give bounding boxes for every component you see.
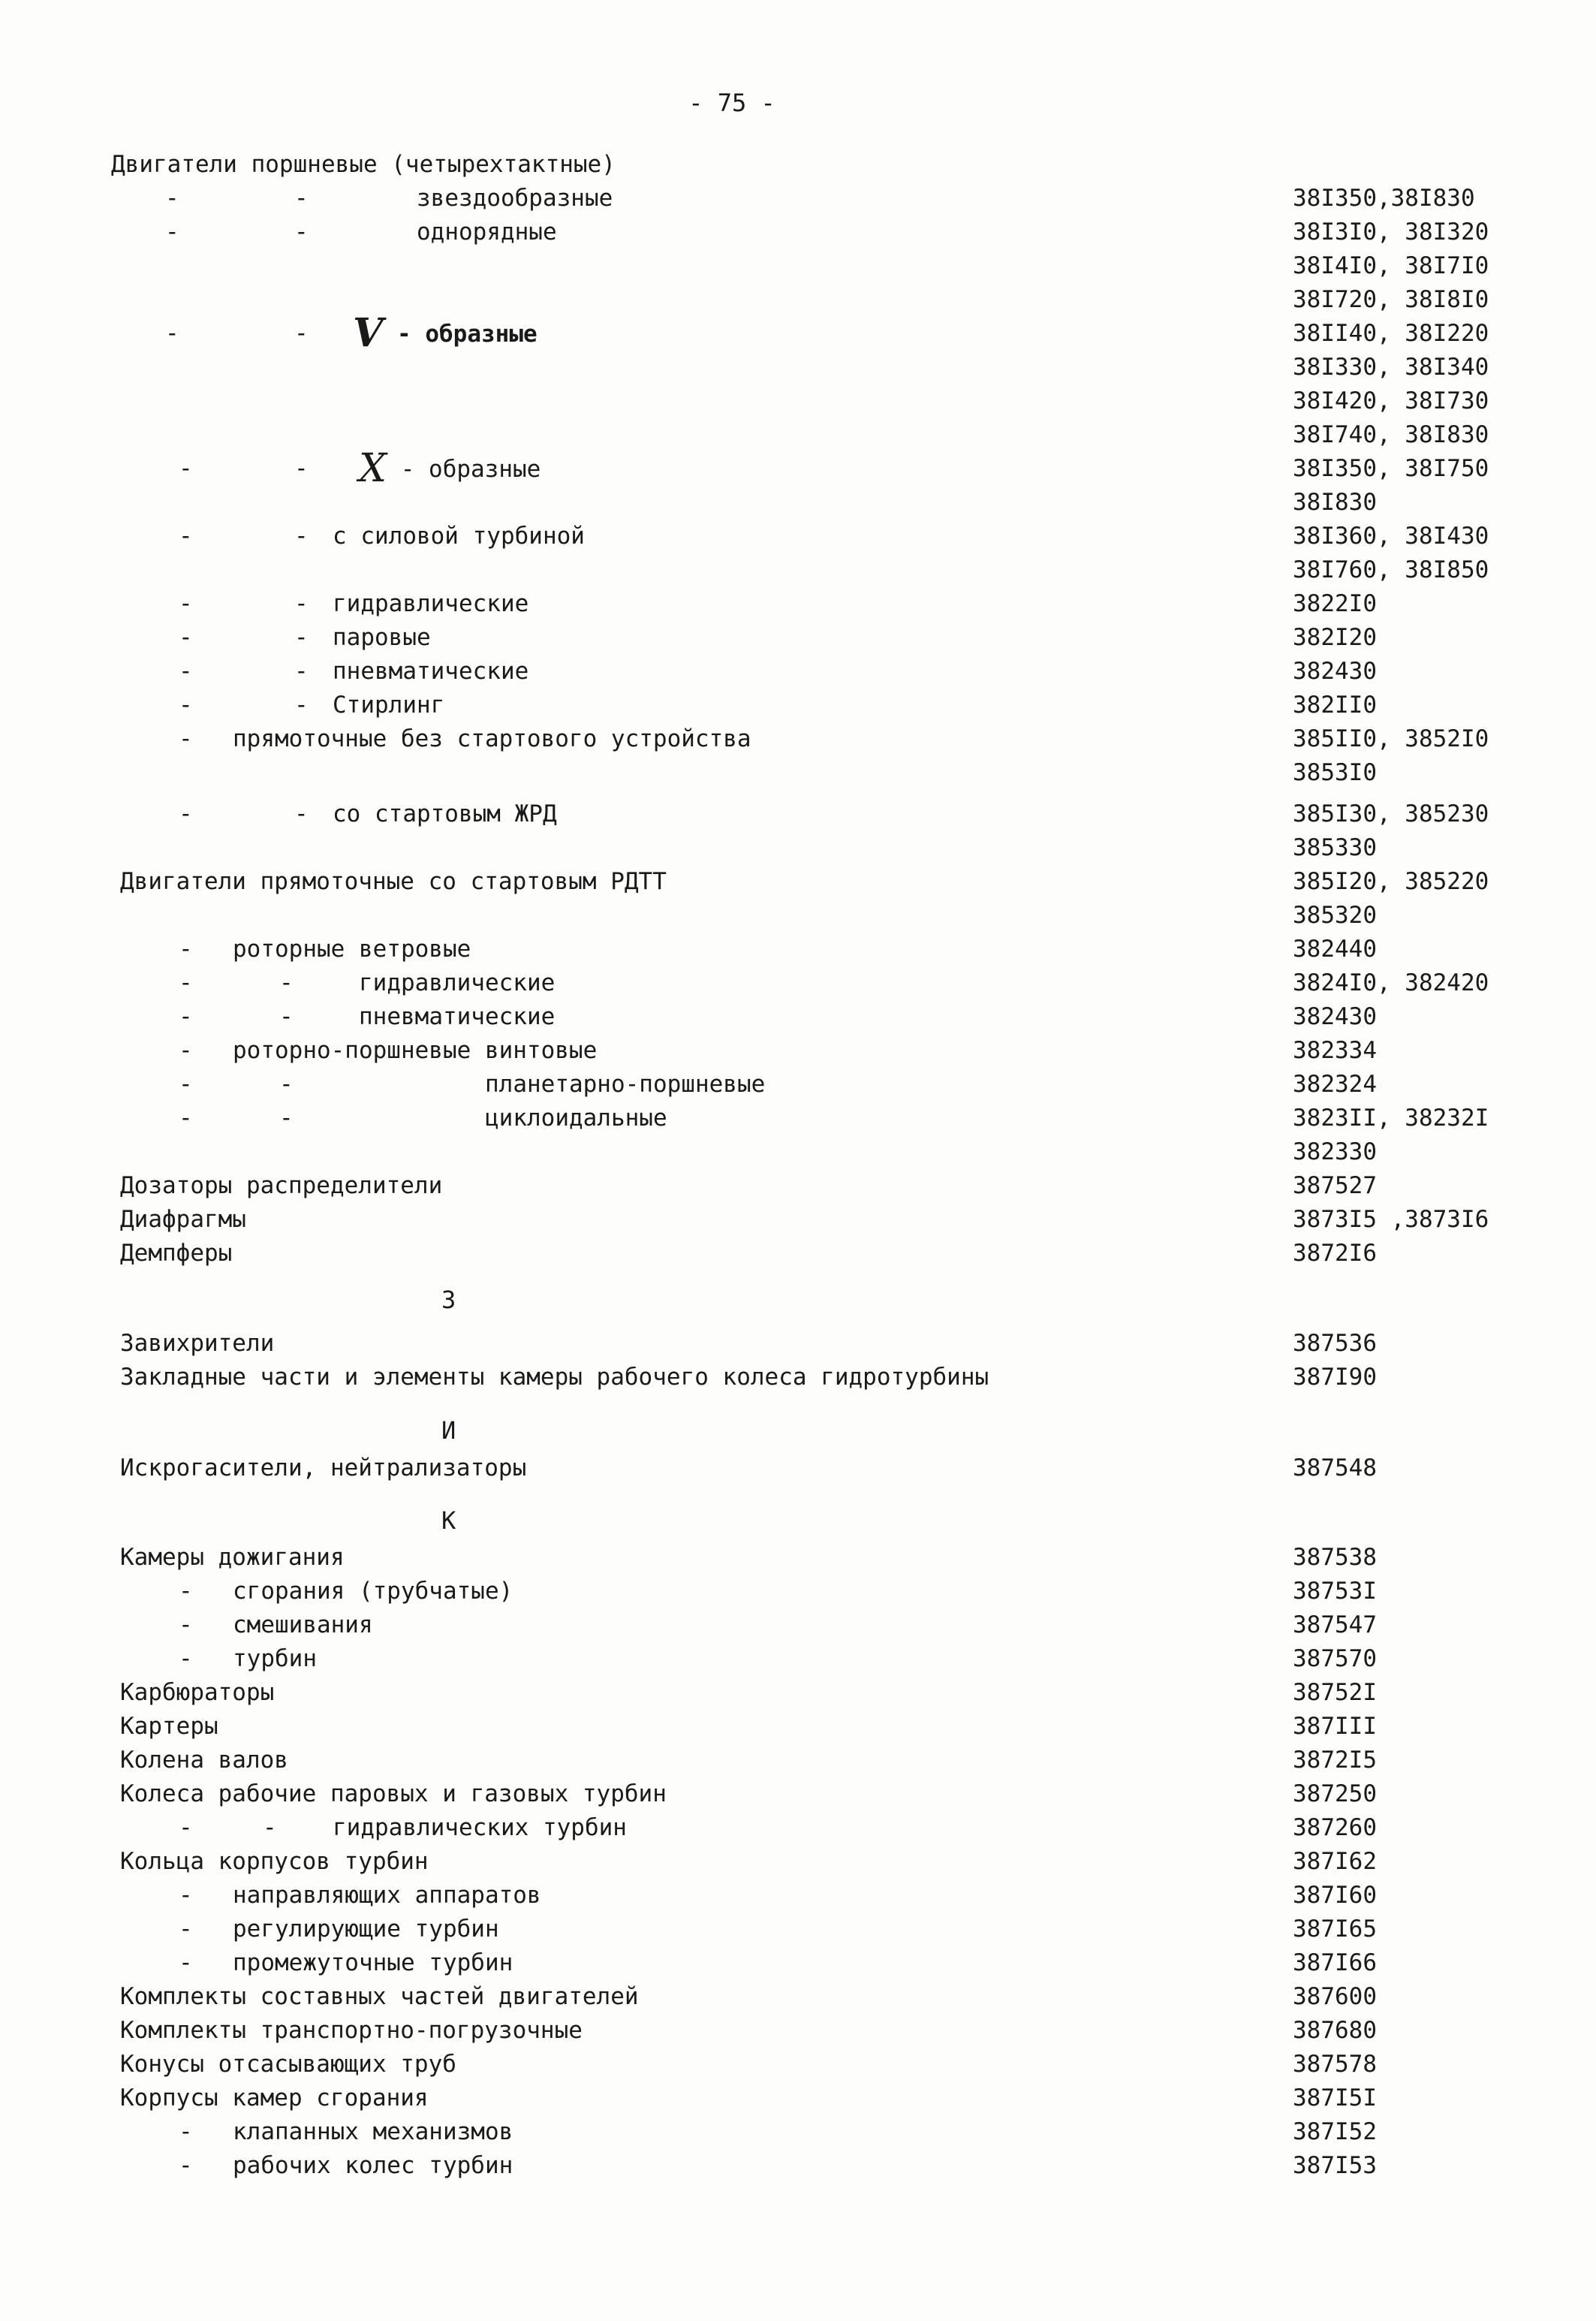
entry-text: однорядные [417, 219, 557, 246]
list-item [0, 1810, 1377, 1845]
list-item [0, 1574, 1377, 1608]
section-letter: З [441, 1286, 456, 1314]
entry-code: 387I52 [1293, 2118, 1377, 2145]
entry-code: 382430 [1293, 658, 1377, 685]
entry-code: 387578 [1293, 2051, 1377, 2078]
dash: - [179, 725, 193, 752]
list-item [0, 1236, 1377, 1271]
dash: - [294, 185, 309, 212]
entry-code: 38II40, 38I220 [1293, 320, 1489, 347]
entry-code: 387600 [1293, 1983, 1377, 2010]
entry-text: направляющих аппаратов [233, 1882, 541, 1909]
list-item [0, 1912, 1377, 1946]
list-item [0, 446, 1489, 491]
dash: - [294, 658, 309, 685]
entry-code: 38I830 [1293, 489, 1377, 516]
entry-text: Демпферы [120, 1240, 233, 1267]
entry-text: паровые [333, 624, 431, 651]
entry-text: роторные ветровые [233, 936, 471, 963]
entry-text: Закладные части и элементы камеры рабочего колеса гидротурбины [120, 1364, 989, 1391]
entry-text: Комплекты транспортно-погрузочные [120, 2017, 583, 2044]
entry-code: 387548 [1293, 1454, 1377, 1482]
entry-text: Корпусы камер сгорания [120, 2084, 429, 2112]
dash: - [179, 692, 193, 719]
entry-code: 385I20, 385220 [1293, 868, 1489, 895]
dash: - [179, 1949, 193, 1976]
entry-text: промежуточные турбин [233, 1949, 513, 1976]
entry-code: 382II0 [1293, 692, 1377, 719]
dash: - [294, 320, 309, 347]
list-item [0, 999, 1377, 1034]
list-item [0, 1946, 1377, 1980]
entry-code: 38I3I0, 38I320 [1293, 219, 1489, 246]
letter-x: X [359, 446, 387, 491]
entry-code: 3822I0 [1293, 590, 1377, 617]
dash: - [279, 1003, 294, 1030]
dash: - [179, 658, 193, 685]
entry-text: Колеса рабочие паровых и газовых турбин [120, 1780, 667, 1807]
entry-code: 382I20 [1293, 624, 1377, 651]
list-item [0, 864, 1489, 899]
entry-code: 385I30, 385230 [1293, 800, 1489, 827]
list-item [0, 797, 1489, 831]
entry-code: 38I350,38I830 [1293, 185, 1475, 212]
entry-code: 387260 [1293, 1814, 1377, 1841]
entry-code: 382430 [1293, 1003, 1377, 1030]
dash: - [179, 1003, 193, 1030]
entry-code: 38753I [1293, 1578, 1377, 1605]
entry-text: гидравлических турбин [333, 1814, 627, 1841]
dash: - [279, 1105, 294, 1132]
dash: - [179, 936, 193, 963]
list-item [0, 1608, 1377, 1642]
list-item [0, 620, 1377, 655]
list-item [0, 2148, 1377, 2183]
entry-text: смешивания [233, 1611, 373, 1638]
list-item [0, 932, 1377, 966]
list-item [0, 1777, 1377, 1811]
entry-code: 38I420, 38I730 [1293, 387, 1489, 414]
list-item [0, 966, 1489, 1000]
dash: - [179, 455, 193, 482]
entry-code: 38I720, 38I8I0 [1293, 286, 1489, 313]
entry-code: 387538 [1293, 1544, 1377, 1571]
entry-code: 38752I [1293, 1679, 1377, 1706]
entry-text: гидравлические [333, 590, 529, 617]
entry-code: 387I65 [1293, 1916, 1377, 1943]
dash: - [179, 1578, 193, 1605]
entry-code: 38I740, 38I830 [1293, 421, 1489, 448]
entry-text: циклоидальные [485, 1105, 667, 1132]
entry-text: гидравлические [359, 969, 556, 996]
entry-code: 387547 [1293, 1611, 1377, 1638]
dash: - [279, 1071, 294, 1098]
entry-code: 3872I6 [1293, 1240, 1377, 1267]
entry-text: пневматические [333, 658, 529, 685]
entry-text: Конусы отсасывающих труб [120, 2051, 456, 2078]
dash: - [294, 692, 309, 719]
dash: - [294, 590, 309, 617]
section-letter: К [441, 1506, 456, 1535]
entry-code: 3853I0 [1293, 759, 1377, 786]
section-letter: И [441, 1416, 456, 1445]
entry-code: 387527 [1293, 1172, 1377, 1199]
list-item [0, 722, 1489, 756]
dash: - [294, 523, 309, 550]
dash: - [179, 800, 193, 827]
entry-text: прямоточные без стартового устройства [233, 725, 751, 752]
entry-code: 382330 [1293, 1138, 1377, 1165]
dash: - [179, 624, 193, 651]
dash: - [179, 523, 193, 550]
list-item [0, 1168, 1377, 1203]
entry-text: с силовой турбиной [333, 523, 585, 550]
list-item [0, 1202, 1489, 1237]
entry-text: рабочих колес турбин [233, 2152, 513, 2179]
entry-code: 387536 [1293, 1330, 1377, 1357]
list-item [0, 1067, 1377, 1102]
entry-code: 387III [1293, 1713, 1377, 1740]
list-item [0, 1451, 1377, 1485]
list-item [0, 688, 1377, 722]
list-item [0, 2115, 1377, 2149]
list-item [0, 586, 1377, 621]
entry-code: 387570 [1293, 1645, 1377, 1672]
entry-code: 382334 [1293, 1037, 1377, 1064]
list-item [0, 1709, 1377, 1744]
entry-code: 385330 [1293, 834, 1377, 861]
list-item [0, 249, 1489, 283]
dash: - [294, 455, 309, 482]
list-item [0, 1326, 1377, 1361]
list-item [0, 310, 1489, 356]
entry-text: звездообразные [417, 185, 613, 212]
entry-text: регулирующие турбин [233, 1916, 499, 1943]
list-item [111, 147, 616, 182]
dash: - [179, 1916, 193, 1943]
list-item [0, 2047, 1377, 2081]
list-item [0, 2081, 1377, 2115]
dash: - [179, 1882, 193, 1909]
dash: - [294, 624, 309, 651]
entry-code: 38I360, 38I430 [1293, 523, 1489, 550]
entry-code: 385320 [1293, 902, 1377, 929]
dash: - [179, 1814, 193, 1841]
list-item [0, 1540, 1377, 1575]
entry-text: Диафрагмы [120, 1206, 246, 1233]
entry-text: Двигатели прямоточные со стартовым РДТТ [120, 868, 667, 895]
list-item [0, 1844, 1377, 1879]
entry-text: Колена валов [120, 1747, 288, 1774]
entry-text: со стартовым ЖРД [333, 800, 557, 827]
list-item [0, 1878, 1377, 1913]
entry-code: 382324 [1293, 1071, 1377, 1098]
entry-code: 387I53 [1293, 2152, 1377, 2179]
dash: - [179, 1611, 193, 1638]
entry-text: турбин [233, 1645, 317, 1672]
dash: - [165, 219, 179, 246]
list-item [0, 1641, 1377, 1676]
entry-code: 3872I5 [1293, 1747, 1377, 1774]
entry-code: 3823II, 38232I [1293, 1105, 1489, 1132]
entry-text: клапанных механизмов [233, 2118, 513, 2145]
entry-text: Двигатели поршневые (четырехтактные) [111, 151, 616, 178]
entry-code: 387I90 [1293, 1364, 1377, 1391]
list-item [0, 1743, 1377, 1777]
entry-code: 38I4I0, 38I7I0 [1293, 252, 1489, 279]
dash: - [279, 969, 294, 996]
entry-text: - образные [397, 321, 538, 348]
entry-text: Кольца корпусов турбин [120, 1848, 429, 1875]
dash: - [179, 2118, 193, 2145]
entry-text: Картеры [120, 1713, 218, 1740]
entry-text: Карбюраторы [120, 1679, 275, 1706]
entry-code: 382440 [1293, 936, 1377, 963]
list-item [0, 181, 1475, 216]
entry-code: 387I60 [1293, 1882, 1377, 1909]
entry-text: Стирлинг [333, 692, 445, 719]
letter-v: V [353, 310, 384, 356]
entry-text: пневматические [359, 1003, 556, 1030]
entry-code: 38I330, 38I340 [1293, 354, 1489, 381]
dash: - [179, 590, 193, 617]
entry-text: - образные [400, 456, 541, 483]
dash: - [179, 2152, 193, 2179]
dash: - [179, 1037, 193, 1064]
entry-text: Искрогасители, нейтрализаторы [120, 1454, 527, 1482]
dash: - [179, 969, 193, 996]
entry-text: Комплекты составных частей двигателей [120, 1983, 639, 2010]
entry-code: 387680 [1293, 2017, 1377, 2044]
dash: - [294, 219, 309, 246]
entry-code: 387I66 [1293, 1949, 1377, 1976]
entry-code: 387I5I [1293, 2084, 1377, 2112]
dash: - [165, 185, 179, 212]
entry-code: 387I62 [1293, 1848, 1377, 1875]
dash: - [179, 1071, 193, 1098]
list-item [0, 2013, 1377, 2048]
list-item [0, 1979, 1377, 2014]
list-item [0, 1101, 1489, 1135]
dash: - [165, 320, 179, 347]
entry-code: 385II0, 3852I0 [1293, 725, 1489, 752]
entry-text: планетарно-поршневые [485, 1071, 766, 1098]
entry-code: 38I350, 38I750 [1293, 455, 1489, 482]
list-item [0, 215, 1489, 249]
list-item [0, 1360, 1377, 1394]
entry-code: 3873I5 ,3873I6 [1293, 1206, 1489, 1233]
entry-text: Камеры дожигания [120, 1544, 345, 1571]
list-item [0, 654, 1377, 689]
entry-text: Дозаторы распределители [120, 1172, 443, 1199]
entry-code: 38I760, 38I850 [1293, 556, 1489, 583]
dash: - [294, 800, 309, 827]
page-number: - 75 - [688, 89, 775, 117]
entry-code: 3824I0, 382420 [1293, 969, 1489, 996]
entry-code: 387250 [1293, 1780, 1377, 1807]
entry-text: роторно-поршневые винтовые [233, 1037, 598, 1064]
list-item [0, 282, 1489, 317]
entry-text: Завихрители [120, 1330, 275, 1357]
list-item [0, 519, 1489, 553]
list-item [0, 1675, 1377, 1710]
dash: - [179, 1105, 193, 1132]
entry-text: сгорания (трубчатые) [233, 1578, 513, 1605]
dash: - [263, 1814, 277, 1841]
dash: - [179, 1645, 193, 1672]
list-item [0, 1033, 1377, 1068]
